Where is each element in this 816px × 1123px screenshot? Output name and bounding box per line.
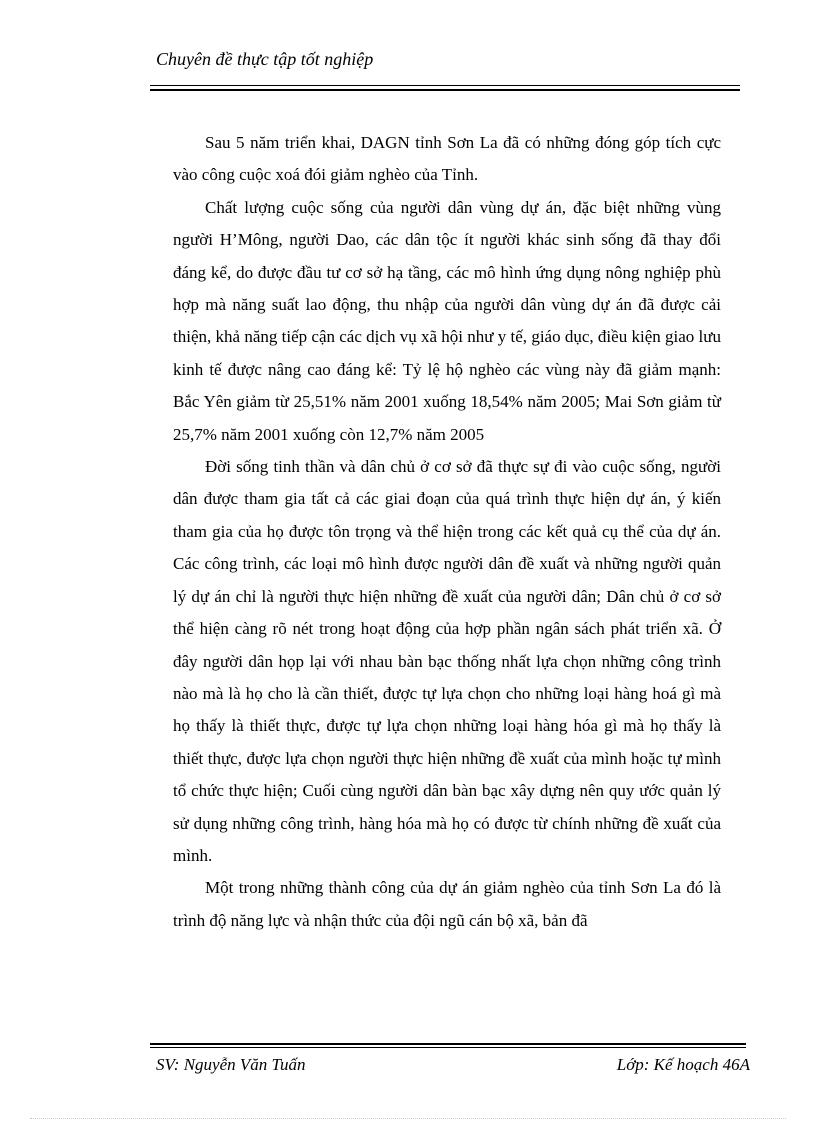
- paragraph-1: Sau 5 năm triển khai, DAGN tỉnh Sơn La đã có những đóng góp tích cực vào công cuộc xoá đói giảm nghèo của Tỉnh.: [173, 133, 721, 185]
- paragraph-3: Đời sống tinh thần và dân chủ ở cơ sở đã thực sự đi vào cuộc sống, người dân được tham gia tất cả các giai đoạn của quá trình thực hiện dự án, ý kiến tham gia của họ được tôn trọng và thể hiện trong các kết quả cụ thể của dự án. Các công trình, các loại mô hình được người dân đề xuất và những người quản lý dự án chỉ là người thực hiện những đề xuất của người dân; Dân chủ ở cơ sở thể hiện càng rõ nét trong hoạt động của hợp phần ngân sách phát triển xã. Ở đây người dân họp lại với nhau bàn bạc thống nhất lựa chọn những công trình nào mà là họ cho là cần thiết, được tự lựa chọn cho những loại hàng hoá gì mà họ thấy là thiết thực, được tự lựa chọn những loại hàng hóa gì mà họ thấy là thiết thực, được lựa chọn người thực hiện những đề xuất của mình hoặc tự mình tổ chức thực hiện; Cuối cùng người dân bàn bạc xây dựng nên quy ước quản lý sử dụng những công trình, hàng hóa mà họ có được từ chính những đề xuất của mình.: [173, 457, 721, 865]
- page-bottom-border: [30, 1118, 786, 1119]
- header-rule-thick: [150, 89, 740, 91]
- body-text: [173, 127, 721, 937]
- footer-rule-thick: [150, 1043, 746, 1045]
- paragraph-2: Chất lượng cuộc sống của người dân vùng dự án, đặc biệt những vùng người H’Mông, người Dao, các dân tộc ít người khác sinh sống đã thay đổi đáng kể, do được đầu tư cơ sở hạ tầng, các mô hình ứng dụng nông nghiệp phù hợp mà năng suất lao động, thu nhập của người dân vùng dự án đã được cải thiện, khả năng tiếp cận các dịch vụ xã hội như y tế, giáo dục, điều kiện giao lưu kinh tế được nâng cao đáng kể: Tỷ lệ hộ nghèo các vùng này đã giảm mạnh: Bắc Yên giảm từ 25,51% năm 2001 xuống 18,54% năm 2005; Mai Sơn giảm từ 25,7% năm 2001 xuống còn 12,7% năm 2005: [173, 197, 721, 444]
- header-title: Chuyên đề thực tập tốt nghiệp: [156, 49, 374, 69]
- paragraph-4: Một trong những thành công của dự án giảm nghèo của tỉnh Sơn La đó là trình độ năng lực và nhận thức của đội ngũ cán bộ xã, bản đã: [173, 878, 721, 930]
- header-rule-thin: [150, 85, 740, 86]
- footer-rule-thin: [150, 1047, 746, 1048]
- footer-class: Lớp: Kế hoạch 46A: [616, 1055, 750, 1074]
- footer-student-name: SV: Nguyễn Văn Tuấn: [156, 1055, 306, 1074]
